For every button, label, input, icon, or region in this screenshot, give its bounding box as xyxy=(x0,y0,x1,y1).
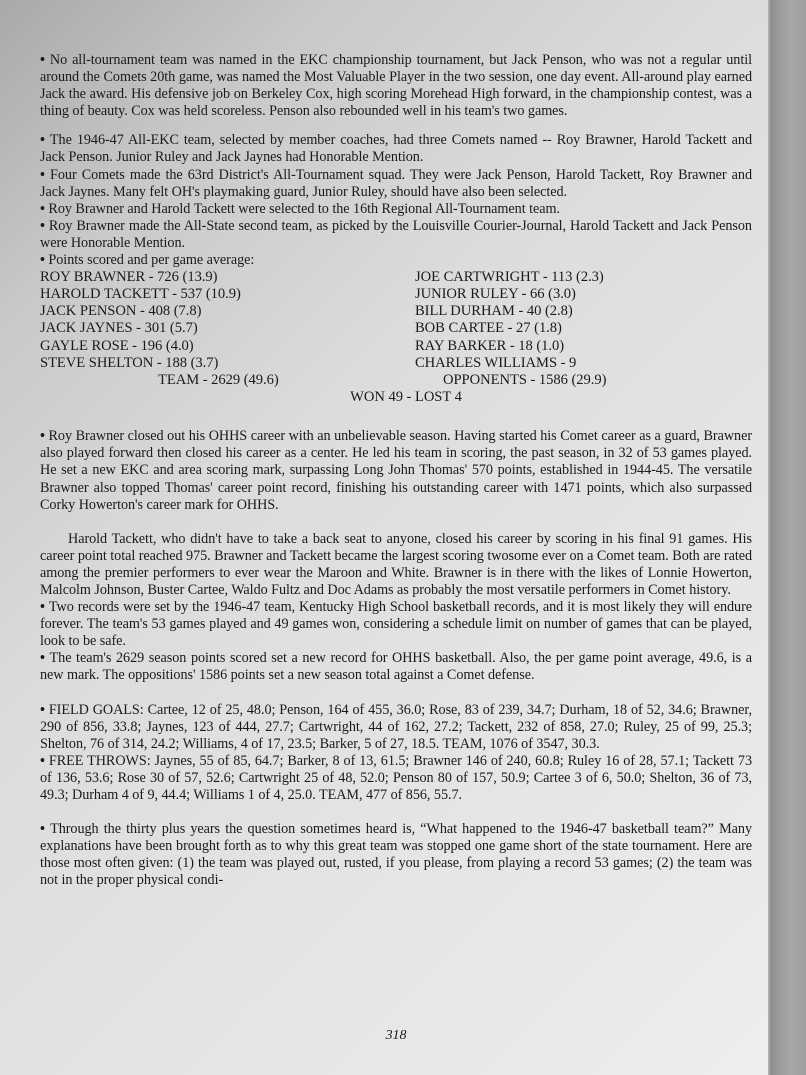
paragraph-brawner: • Roy Brawner closed out his OHHS career with an unbelievable season. Having started his Comet career as a guard, Brawner also played forward then closed his career as a center. He led his team in scoring, the past season, in 32 of 53 games played. He set a new EKC and area scoring mark, surpassing Long John Thomas' 570 points, established in 1944-45. The versatile Brawner also topped Thomas' career point record, finishing his outstanding career with 1471 points, which also surpassed Corky Howerton's career mark for OHHS. xyxy=(40,428,752,513)
scoring-row: JOE CARTWRIGHT - 113 (2.3) xyxy=(415,269,604,286)
paragraph-team-points: • The team's 2629 season points scored set a new record for OHHS basketball. Also, the per game point average, 49.6, is a new mark. The oppositions' 1586 points set a new season total against a Comet defense. xyxy=(40,650,752,684)
page-content xyxy=(40,52,752,1043)
scoring-row: CHARLES WILLIAMS - 9 xyxy=(415,354,577,371)
scoring-row: JACK JAYNES - 301 (5.7) xyxy=(40,320,198,337)
paragraph-field-goals: • FIELD GOALS: Cartee, 12 of 25, 48.0; Penson, 164 of 455, 36.0; Rose, 83 of 239, 34.7; Durham, 18 of 52, 34.6; Brawner, 290 of 856, 33.8; Jaynes, 123 of 444, 27.7; Cartwright, 44 of 162, 27.2; Tackett, 232 of 858, 27.0; Ruley, 25 of 99, 25.3; Shelton, 76 of 314, 24.2; Williams, 4 of 17, 23.5; Barker, 5 of 27, 18.5. TEAM, 1076 of 3547, 30.3. xyxy=(40,702,752,753)
scoring-row: JUNIOR RULEY - 66 (3.0) xyxy=(415,286,576,303)
scoring-column-left xyxy=(40,269,279,389)
team-total: TEAM - 2629 (49.6) xyxy=(158,371,279,388)
page-number: 318 xyxy=(385,1028,407,1043)
scoring-row: HAROLD TACKETT - 537 (10.9) xyxy=(40,286,241,303)
scoring-row: ROY BRAWNER - 726 (13.9) xyxy=(40,269,218,286)
paragraph-all-ekc: • The 1946-47 All-EKC team, selected by member coaches, had three Comets named -- Roy Brawner, Harold Tackett and Jack Penson. Junior Ruley and Jack Jaynes had Honorable Mention. xyxy=(40,132,752,166)
scoring-row: JACK PENSON - 408 (7.8) xyxy=(40,303,202,320)
paragraph-free-throws: • FREE THROWS: Jaynes, 55 of 85, 64.7; Barker, 8 of 13, 61.5; Brawner 146 of 240, 60.8; Ruley 16 of 28, 57.1; Tackett 73 of 136, 53.6; Rose 30 of 57, 52.6; Cartwright 25 of 48, 52.0; Penson 80 of 157, 50.9; Cartee 3 of 6, 50.0; Shelton, 36 of 73, 49.3; Durham 4 of 9, 44.4; Williams 1 of 4, 25.0. TEAM, 477 of 856, 55.7. xyxy=(40,753,752,804)
scoring-table xyxy=(40,269,752,389)
paragraph-mvp: • No all-tournament team was named in the EKC championship tournament, but Jack Penson, who was not a regular until around the Comets 20th game, was named the Most Valuable Player in the two session, one day event. All-around play earned Jack the award. His defensive job on Berkeley Cox, high scoring Morehead High forward, in the championship contest, was a thing of beauty. Cox was held scoreless. Penson also rebounded well in his team's two games. xyxy=(40,52,752,120)
scoring-row: GAYLE ROSE - 196 (4.0) xyxy=(40,337,194,354)
opponents-total: OPPONENTS - 1586 (29.9) xyxy=(443,371,607,388)
page-gutter xyxy=(768,0,806,1075)
season-record: WON 49 - LOST 4 xyxy=(350,389,462,406)
scoring-row: BOB CARTEE - 27 (1.8) xyxy=(415,320,562,337)
scoring-row: STEVE SHELTON - 188 (3.7) xyxy=(40,354,219,371)
scoring-row: BILL DURHAM - 40 (2.8) xyxy=(415,303,573,320)
scoring-column-right xyxy=(415,269,606,389)
paragraph-tackett: Harold Tackett, who didn't have to take a back seat to anyone, closed his career by scoring in his final 91 games. His career point total reached 975. Brawner and Tackett became the largest scoring twosome ever on a Comet team. Both are rated among the premier performers to ever wear the Maroon and White. Brawner is in there with the likes of Lonnie Howerton, Malcolm Johnson, Buster Cartee, Waldo Fultz and Doc Adams as probably the most versatile performers in Comet history. xyxy=(40,530,752,598)
paragraph-points-heading: • Points scored and per game average: xyxy=(40,252,752,269)
paragraph-all-state: • Roy Brawner made the All-State second team, as picked by the Louisville Courier-Journal, Harold Tackett and Jack Penson were Honorable Mention. xyxy=(40,218,752,252)
paragraph-records: • Two records were set by the 1946-47 team, Kentucky High School basketball records, and it is most likely they will endure forever. The team's 53 games played and 49 games won, considering a schedule limit on number of games that can be played, look to be safe. xyxy=(40,599,752,650)
paragraph-what-happened: • Through the thirty plus years the question sometimes heard is, “What happened to the 1946-47 basketball team?” Many explanations have been brought forth as to why this great team was stopped one game short of the state tournament. Here are those most often given: (1) the team was played out, rusted, if you please, from playing a record 53 games; (2) the team was not in the proper physical condi- xyxy=(40,821,752,889)
paragraph-regional: • Roy Brawner and Harold Tackett were selected to the 16th Regional All-Tournament team. xyxy=(40,201,752,218)
scoring-row: RAY BARKER - 18 (1.0) xyxy=(415,337,565,354)
paragraph-district: • Four Comets made the 63rd District's All-Tournament squad. They were Jack Penson, Harold Tackett, Roy Brawner and Jack Jaynes. Many felt OH's playmaking guard, Junior Ruley, should have also been selected. xyxy=(40,167,752,201)
